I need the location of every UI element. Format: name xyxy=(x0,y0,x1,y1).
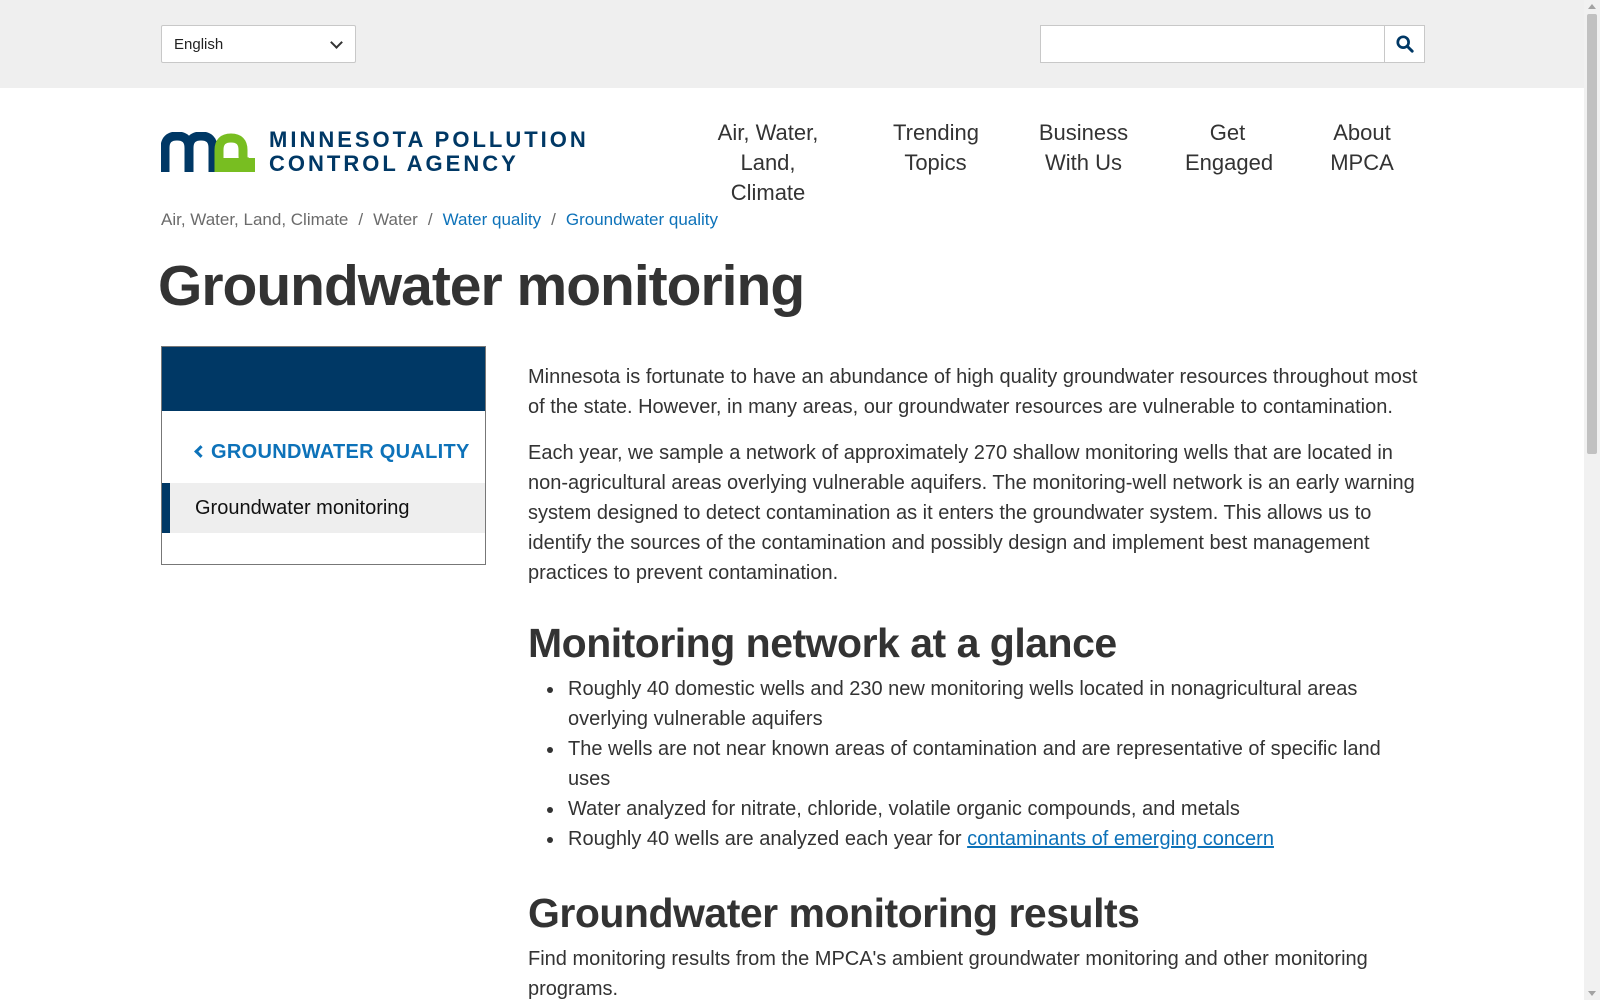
search-input[interactable] xyxy=(1040,25,1384,63)
section-heading-results: Groundwater monitoring results xyxy=(528,890,1140,936)
language-select[interactable] xyxy=(161,25,356,63)
list-item: Water analyzed for nitrate, chloride, volatile organic compounds, and metals xyxy=(568,794,1428,824)
chevron-down-icon xyxy=(330,36,343,49)
list-item-text: Roughly 40 wells are analyzed each year for xyxy=(568,828,968,850)
network-paragraph: Each year, we sample a network of approximately 270 shallow monitoring wells that are located in non-agricultural areas overlying vulnerable aquifers. The monitoring-well network is an early warning system designed to detect contamination as it enters the groundwater system. This allows us to identify the sources of the contamination and possibly design and implement best management practices to prevent contamination. xyxy=(528,442,1415,584)
search-icon xyxy=(1396,35,1414,53)
nav-item-label-line1: Air, Water, xyxy=(717,120,819,145)
nav-item-label-line2: MPCA xyxy=(1330,150,1394,175)
nav-item-label-line2: Topics xyxy=(904,150,967,175)
nav-item-get-engaged[interactable] xyxy=(1185,118,1274,178)
intro-paragraph: Minnesota is fortunate to have an abundance of high quality groundwater resources throughout most of the state. However, in many areas, our groundwater resources are vulnerable to contamination. xyxy=(528,366,1418,418)
search-button[interactable] xyxy=(1384,25,1425,63)
scroll-up-arrow-icon[interactable] xyxy=(1588,4,1596,9)
page-scrollbar[interactable] xyxy=(1584,0,1600,1000)
main-content xyxy=(528,362,1428,1000)
breadcrumb-separator: / xyxy=(358,210,364,229)
breadcrumb-item-groundwater-quality[interactable]: Groundwater quality xyxy=(565,210,719,229)
mpca-logo[interactable] xyxy=(161,128,589,176)
results-paragraph: Find monitoring results from the MPCA's ambient groundwater monitoring and other monitoring programs. xyxy=(528,948,1368,1000)
nav-item-business-with-us[interactable] xyxy=(1036,118,1131,178)
site-search xyxy=(1040,25,1425,63)
nav-item-label-line2: With Us xyxy=(1045,150,1122,175)
nav-item-label-line2: Land, Climate xyxy=(730,150,806,205)
side-nav-parent-link[interactable] xyxy=(196,441,470,464)
scrollbar-thumb[interactable] xyxy=(1587,14,1597,454)
list-item: Roughly 40 domestic wells and 230 new monitoring wells located in nonagricultural areas overlying vulnerable aquifers xyxy=(568,674,1428,734)
nav-item-label-line2: Engaged xyxy=(1185,150,1274,175)
logo-line-1: MINNESOTA POLLUTION xyxy=(269,127,589,152)
main-nav xyxy=(680,118,1425,205)
scroll-down-arrow-icon[interactable] xyxy=(1588,991,1596,996)
side-nav xyxy=(161,346,486,565)
nav-item-label-line1: Trending xyxy=(893,120,980,145)
mpca-mn-logo-icon xyxy=(161,132,255,172)
section-heading-glance: Monitoring network at a glance xyxy=(528,620,1117,666)
nav-item-label-line1: Business xyxy=(1038,120,1129,145)
utility-bar xyxy=(0,0,1584,88)
breadcrumb-separator: / xyxy=(427,210,433,229)
side-nav-parent-label: GROUNDWATER QUALITY xyxy=(211,441,470,463)
side-nav-current-label: Groundwater monitoring xyxy=(195,496,410,519)
language-select-value: English xyxy=(174,35,224,53)
page-title: Groundwater monitoring xyxy=(158,254,805,318)
nav-item-label-line1: Get xyxy=(1209,120,1246,145)
breadcrumb-item-water[interactable]: Water xyxy=(373,210,418,229)
nav-item-trending-topics[interactable] xyxy=(893,118,978,178)
glance-list xyxy=(568,674,1428,854)
list-item: The wells are not near known areas of contamination and are representative of specific land uses xyxy=(568,734,1428,794)
contaminants-of-emerging-concern-link[interactable]: contaminants of emerging concern xyxy=(967,828,1274,850)
breadcrumb-item-air-water-land-climate[interactable]: Air, Water, Land, Climate xyxy=(161,210,349,229)
nav-item-about-mpca[interactable] xyxy=(1330,118,1394,178)
nav-item-air-water-land-climate[interactable] xyxy=(703,118,833,208)
nav-item-label-line1: About xyxy=(1333,120,1391,145)
logo-line-2: CONTROL AGENCY xyxy=(269,151,519,176)
breadcrumb xyxy=(161,210,718,230)
side-nav-item-current[interactable] xyxy=(162,483,485,533)
chevron-left-icon xyxy=(194,445,207,458)
list-item xyxy=(568,824,1428,854)
breadcrumb-separator: / xyxy=(551,210,556,229)
logo-text xyxy=(269,128,589,176)
breadcrumb-item-water-quality[interactable]: Water quality xyxy=(442,210,542,229)
side-nav-header xyxy=(162,347,485,411)
